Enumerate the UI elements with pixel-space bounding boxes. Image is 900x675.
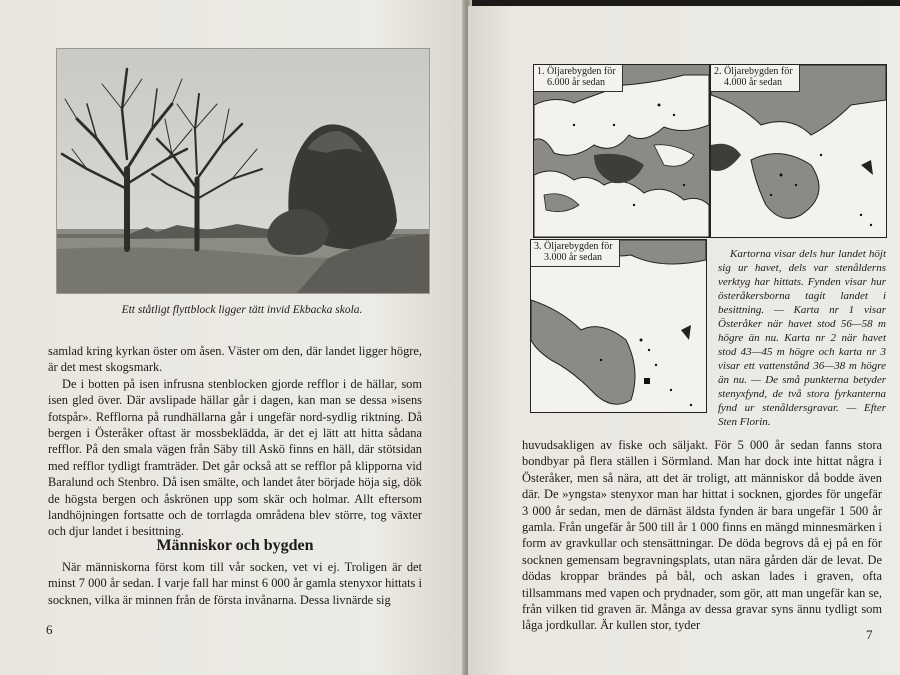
- left-body-text-2: [48, 559, 422, 608]
- paragraph: huvudsakligen av fiske och säljakt. För 5 000 år sedan fanns stora bondbyar på flera ställen i Sörmland. Man har dock inte hittat några i Österåker, men så nära, att det är troligt, att människor då bodde även där. De »yngsta» stenyxor man har hittat i socknen, gjordes för ungefär 3 000 år sedan, men de därnäst äldsta fynden är bara ungefär 1 500 år gamla. Från ungefär år 500 till år 1 000 finns en mängd minnesmärken i form av gravkullar och stensättningar. De döda begrovs då ej på en för socknen gemensam begravningsplats, utan nära gården där de levat. De dödas kroppar brändes på bål, och askan lades i graven, ofta tillsammans med vapen och prydnader, som gör, att man ungefär kan se, från vilken tid graven är. Många av dessa gravar syns ännu tydligt som låga jordkullar. Är kullen stor, tyder: [522, 438, 882, 633]
- map-2: [710, 64, 887, 238]
- right-body-text: [522, 437, 882, 634]
- map-1: [533, 64, 710, 238]
- map-label: [710, 64, 800, 92]
- map-label-line: 3.000 år sedan: [544, 252, 603, 263]
- page-number: 7: [866, 627, 873, 642]
- map-caption: [718, 247, 886, 429]
- section-heading: Människor och bygden: [156, 537, 314, 554]
- map-label: [530, 239, 620, 267]
- map-label-line: 3. Öljarebygden för: [534, 241, 613, 252]
- paragraph: När människorna först kom till vår socken, vet vi ej. Troligen är det minst 7 000 år sedan. I varje fall har minst 6 000 år gamla stenyxor hittats i socknen, vilka är minnen från de första invånarna. Dessa livnärde sig: [48, 560, 422, 607]
- boulder-photo: [56, 48, 430, 294]
- map-caption-text: Kartorna visar dels hur landet höjt sig ur havet, dels var stenålderns verktyg har hittats. Fynden visar hur österåkersborna tagit landet i besittning. — Karta nr 1 visar Österåker när havet stod 56—58 m högre än nu. Karta nr 2 när havet stod 43—45 m högre och karta nr 3 visar ett vattenstånd 36—38 m högre än nu. — De små punkterna betyder stenyxfynd, de två stora fyrkanterna fynd ur stenåldersgravar. — Efter Sten Florin.: [718, 248, 886, 428]
- map-3: [530, 239, 707, 413]
- map-label-line: 4.000 år sedan: [724, 77, 783, 88]
- map-label-line: 1. Öljarebygden för: [537, 66, 616, 77]
- left-body-text: [48, 343, 422, 540]
- boulder-photo-image: [57, 49, 429, 293]
- paragraph: samlad kring kyrkan öster om åsen. Väster om den, där landet ligger högre, är det mest skogsmark.: [48, 344, 422, 375]
- map-label: [533, 64, 623, 92]
- map-label-line: 2. Öljarebygden för: [714, 66, 793, 77]
- photo-caption: Ett ståtligt flyttblock ligger tätt invid Ekbacka skola.: [121, 304, 363, 316]
- page-number: 6: [46, 622, 53, 637]
- map-label-line: 6.000 år sedan: [547, 77, 606, 88]
- paragraph: De i botten på isen infrusna stenblocken gjorde refflor i de hällar, som isen gled över. Där avslipade hällar går i dagen, kan man se dessa »isens fotspår». Refflorna på rundhällarna går i ungefär nord-sydlig riktning. Då bergen i Österåker oftast är mossbeklädda, är det ej lätt att hitta sådana refflor. På den smala vägen från Säby till Askö finns en häll, där stötsidan med refflor tydligt framträder. Det går också att se refflor på klipporna vid Baralund och Stenbro. Då isen smälte, och landet åter började höja sig, dök de högsta bergen och åskrönen upp som skär och holmar. Allt eftersom landhöjningen fortsatte och de torrlagda områdena blev större, tog växter och djur landet i besittning.: [48, 376, 422, 539]
